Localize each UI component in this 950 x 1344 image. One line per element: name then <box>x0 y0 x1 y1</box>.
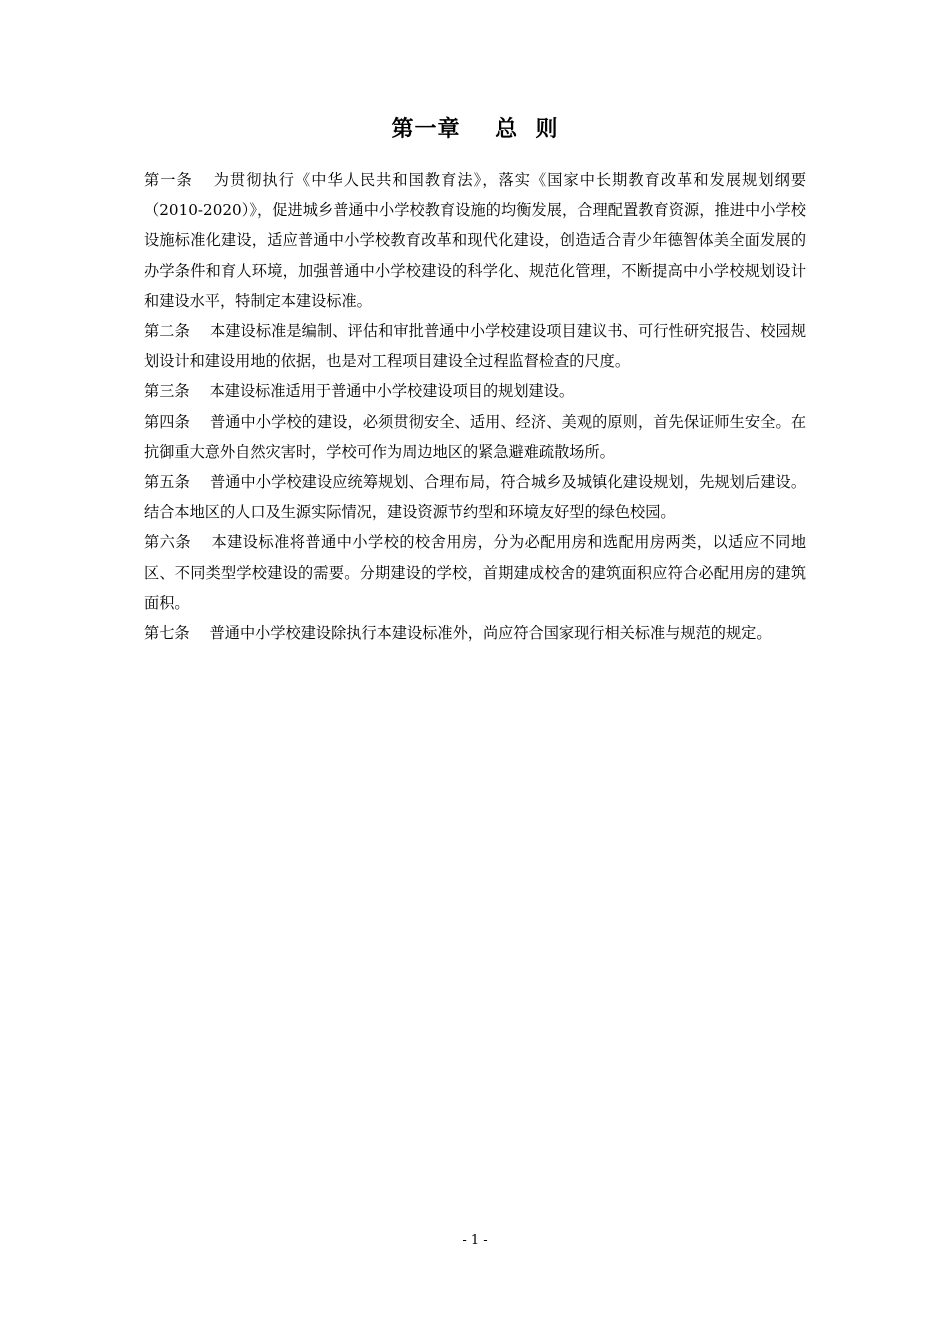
article-text: 本建设标准是编制、评估和审批普通中小学校建设项目建议书、可行性研究报告、校园规划设计和建设用地的依据，也是对工程项目建设全过程监督检查的尺度。 <box>144 322 807 371</box>
article-number: 第五条 <box>144 473 190 492</box>
article-3 <box>144 376 806 406</box>
article-number: 第四条 <box>144 412 190 431</box>
article-text: 为贯彻执行《中华人民共和国教育法》，落实《国家中长期教育改革和发展规划纲要（2010-2020）》，促进城乡普通中小学校教育设施的均衡发展，合理配置教育资源，推进中小学校设施标准化建设，适应普通中小学校教育改革和现代化建设，创造适合青少年德智体美全面发展的办学条件和育人环境，加强普通中小学校建设的科学化、规范化管理，不断提高中小学校规划设计和建设水平，特制定本建设标准。 <box>144 171 807 310</box>
article-number: 第三条 <box>144 382 190 401</box>
article-6 <box>144 527 806 618</box>
article-1 <box>144 165 806 316</box>
article-2 <box>144 316 806 376</box>
article-number: 第六条 <box>144 533 191 552</box>
article-text: 普通中小学校建设除执行本建设标准外，尚应符合国家现行相关标准与规范的规定。 <box>209 624 772 643</box>
page-number: - 1 - <box>462 1233 488 1248</box>
article-list <box>144 165 806 648</box>
article-text: 本建设标准将普通中小学校的校舍用房，分为必配用房和选配用房两类，以适应不同地区、不同类型学校建设的需要。分期建设的学校，首期建成校舍的建筑面积应符合必配用房的建筑面积。 <box>144 533 807 612</box>
article-text: 本建设标准适用于普通中小学校建设项目的规划建设。 <box>209 382 575 401</box>
article-text: 普通中小学校建设应统筹规划、合理布局，符合城乡及城镇化建设规划，先规划后建设。结合本地区的人口及生源实际情况，建设资源节约型和环境友好型的绿色校园。 <box>144 473 807 522</box>
article-5 <box>144 467 806 527</box>
article-7 <box>144 618 806 648</box>
article-number: 第二条 <box>144 322 190 341</box>
article-number: 第一条 <box>144 171 193 189</box>
article-number: 第七条 <box>144 624 190 643</box>
chapter-title: 第一章 总 则 <box>391 116 559 142</box>
article-text: 普通中小学校的建设，必须贯彻安全、适用、经济、美观的原则，首先保证师生安全。在抗御重大意外自然灾害时，学校可作为周边地区的紧急避难疏散场所。 <box>144 412 807 461</box>
article-4 <box>144 407 806 467</box>
